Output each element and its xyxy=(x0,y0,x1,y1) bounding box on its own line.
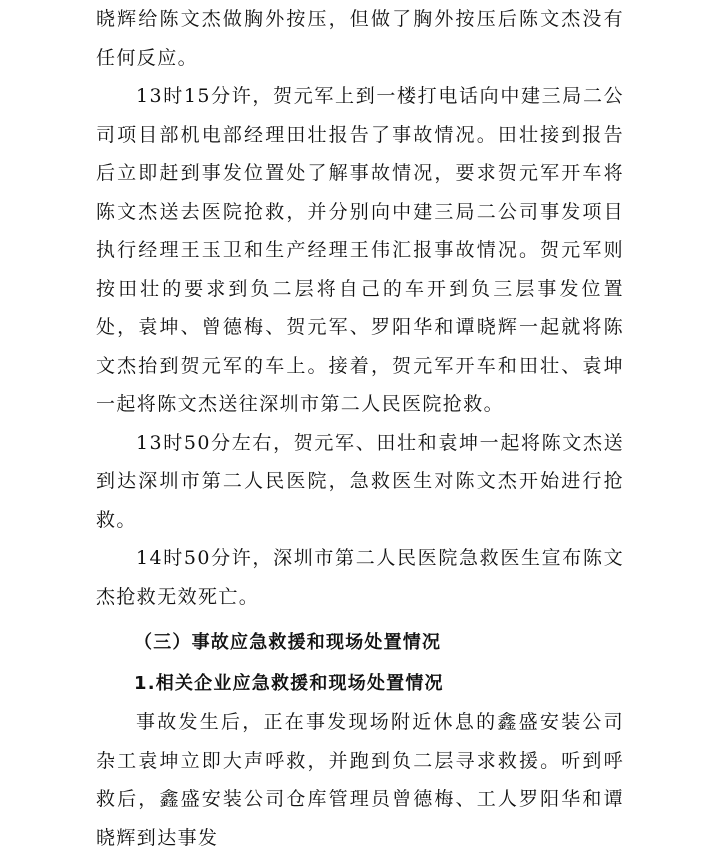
paragraph-14-50-death: 14时50分许，深圳市第二人民医院急救医生宣布陈文杰抢救无效死亡。 xyxy=(96,547,624,608)
paragraph-continued: 晓辉给陈文杰做胸外按压，但做了胸外按压后陈文杰没有任何反应。 xyxy=(96,8,624,69)
subsection-heading: 1.相关企业应急救援和现场处置情况 xyxy=(134,672,444,694)
paragraph-13-50-arrival: 13时50分左右，贺元军、田壮和袁坤一起将陈文杰送到达深圳市第二人民医院，急救医生对陈文杰开始进行抢救。 xyxy=(96,431,624,531)
section-heading: （三）事故应急救援和现场处置情况 xyxy=(134,632,442,653)
paragraph-13-15-report: 13时15分许，贺元军上到一楼打电话向中建三局二公司项目部机电部经理田壮报告了事故情况。田壮接到报告后立即赶到事发位置处了解事故情况，要求贺元军开车将陈文杰送去医院抢救，并分别向中建三局二公司事发项目执行经理王玉卫和生产经理王伟汇报事故情况。贺元军则按田壮的要求到负二层将自己的车开到负三层事发位置处，袁坤、曾德梅、贺元军、罗阳华和谭晓辉一起就将陈文杰抬到贺元军的车上。接着，贺元军开车和田壮、袁坤一起将陈文杰送往深圳市第二人民医院抢救。 xyxy=(96,85,624,415)
paragraph-rescue: 事故发生后，正在事发现场附近休息的鑫盛安装公司杂工袁坤立即大声呼救，并跑到负二层寻求救援。听到呼救后，鑫盛安装公司仓库管理员曾德梅、工人罗阳华和谭晓辉到达事发 xyxy=(96,711,624,849)
